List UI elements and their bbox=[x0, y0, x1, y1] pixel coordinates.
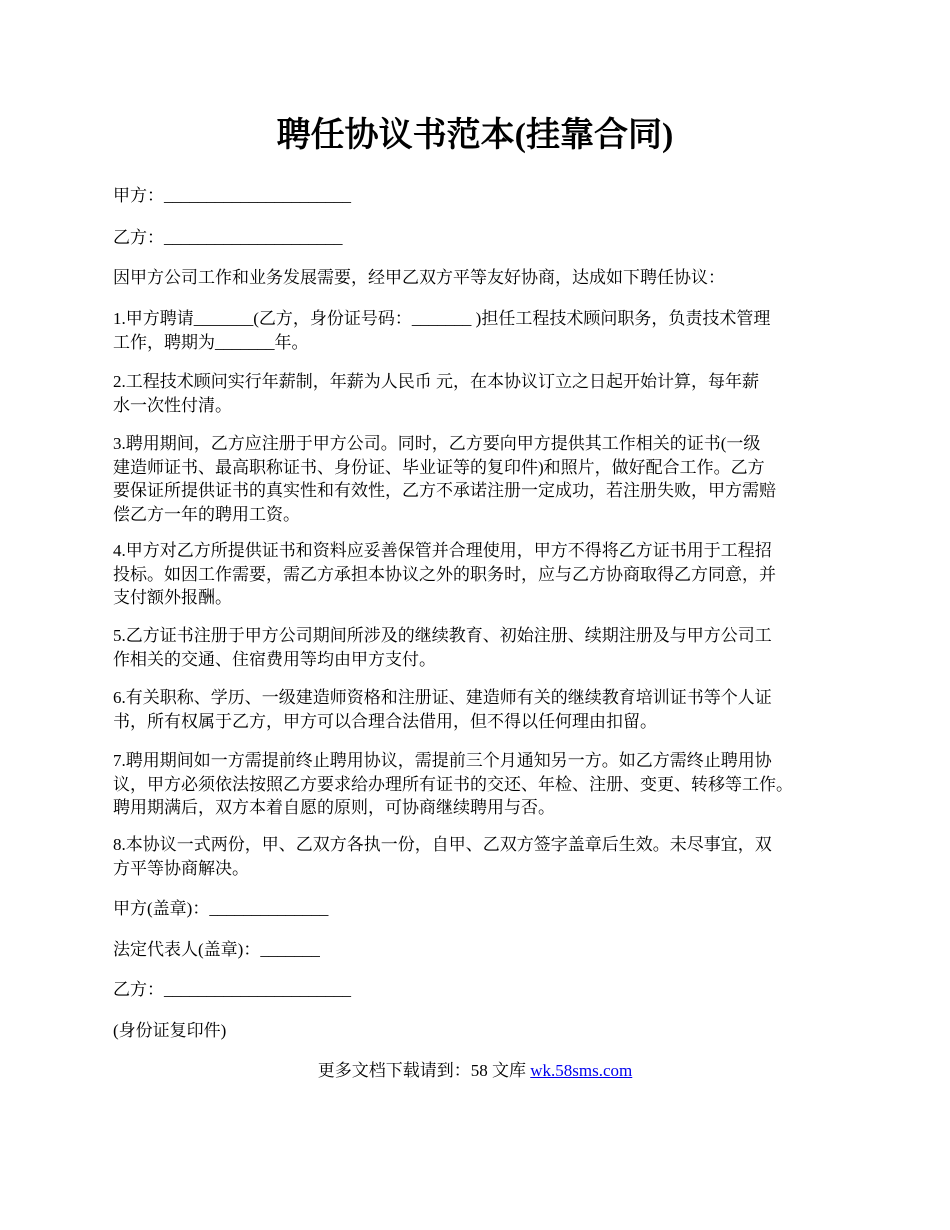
document-title: 聘任协议书范本(挂靠合同) bbox=[276, 117, 674, 154]
clause-7-line: 议，甲方必须依法按照乙方要求给办理所有证书的交还、年检、注册、变更、转移等工作。 bbox=[113, 774, 793, 794]
clause-6 bbox=[113, 686, 853, 733]
clause-4-line: 4.甲方对乙方所提供证书和资料应妥善保管并合理使用，甲方不得将乙方证书用于工程招 bbox=[113, 541, 772, 560]
clause-3-line: 偿乙方一年的聘用工资。 bbox=[113, 504, 300, 524]
clause-8-line: 方平等协商解决。 bbox=[113, 858, 249, 878]
clause-8-line: 8.本协议一式两份，甲、乙双方各执一份，自甲、乙双方签字盖章后生效。未尽事宜，双 bbox=[113, 835, 772, 854]
clause-1-line: 1.甲方聘请_______(乙方，身份证号码：_______ )担任工程技术顾问职务，负责技术管理 bbox=[113, 309, 771, 328]
clause-7-line: 聘用期满后，双方本着自愿的原则，可协商继续聘用与否。 bbox=[113, 798, 555, 817]
clause-3-line: 3.聘用期间，乙方应注册于甲方公司。同时，乙方要向甲方提供其工作相关的证书(一级 bbox=[113, 434, 761, 453]
clause-3-line: 要保证所提供证书的真实性和有效性，乙方不承诺注册一定成功，若注册失败，甲方需赔 bbox=[113, 481, 776, 500]
clause-5-line: 5.乙方证书注册于甲方公司期间所涉及的继续教育、初始注册、续期注册及与甲方公司工 bbox=[113, 626, 772, 645]
footer bbox=[0, 1059, 950, 1083]
party-a-line: 甲方：______________________ bbox=[113, 186, 351, 205]
signature-party-a: 甲方(盖章)：______________ bbox=[113, 899, 329, 918]
id-copy-note: (身份证复印件) bbox=[113, 1021, 227, 1040]
clause-7 bbox=[113, 749, 853, 820]
clause-1-line: 工作，聘期为_______年。 bbox=[113, 332, 309, 352]
signature-party-b: 乙方：______________________ bbox=[113, 980, 351, 999]
clause-4-line: 支付额外报酬。 bbox=[113, 588, 232, 607]
intro-paragraph: 因甲方公司工作和业务发展需要，经甲乙双方平等友好协商，达成如下聘任协议： bbox=[113, 268, 725, 287]
clause-7-line: 7.聘用期间如一方需提前终止聘用协议，需提前三个月通知另一方。如乙方需终止聘用协 bbox=[113, 751, 772, 770]
clause-6-line: 6.有关职称、学历、一级建造师资格和注册证、建造师有关的继续教育培训证书等个人证 bbox=[113, 688, 772, 707]
signature-legal-representative: 法定代表人(盖章)：_______ bbox=[113, 940, 320, 959]
clause-5-line: 作相关的交通、住宿费用等均由甲方支付。 bbox=[113, 649, 436, 669]
clause-8 bbox=[113, 833, 853, 880]
clause-1 bbox=[113, 307, 853, 354]
clause-4-line: 投标。如因工作需要，需乙方承担本协议之外的职务时，应与乙方协商取得乙方同意，并 bbox=[113, 564, 776, 584]
clause-6-line: 书，所有权属于乙方，甲方可以合理合法借用，但不得以任何理由扣留。 bbox=[113, 711, 657, 731]
clause-2-line: 2.工程技术顾问实行年薪制，年薪为人民币 元，在本协议订立之日起开始计算，每年薪 bbox=[113, 372, 759, 391]
clause-3-line: 建造师证书、最高职称证书、身份证、毕业证等的复印件)和照片，做好配合工作。乙方 bbox=[113, 457, 765, 477]
clause-2-line: 水一次性付清。 bbox=[113, 395, 232, 415]
clause-4 bbox=[113, 539, 853, 610]
footer-link[interactable]: wk.58sms.com bbox=[530, 1061, 633, 1080]
clause-3 bbox=[113, 432, 853, 526]
clause-5 bbox=[113, 624, 853, 671]
clause-2 bbox=[113, 370, 853, 417]
footer-text: 更多文档下载请到：58 文库 bbox=[317, 1061, 531, 1080]
party-b-line: 乙方：_____________________ bbox=[113, 228, 343, 247]
